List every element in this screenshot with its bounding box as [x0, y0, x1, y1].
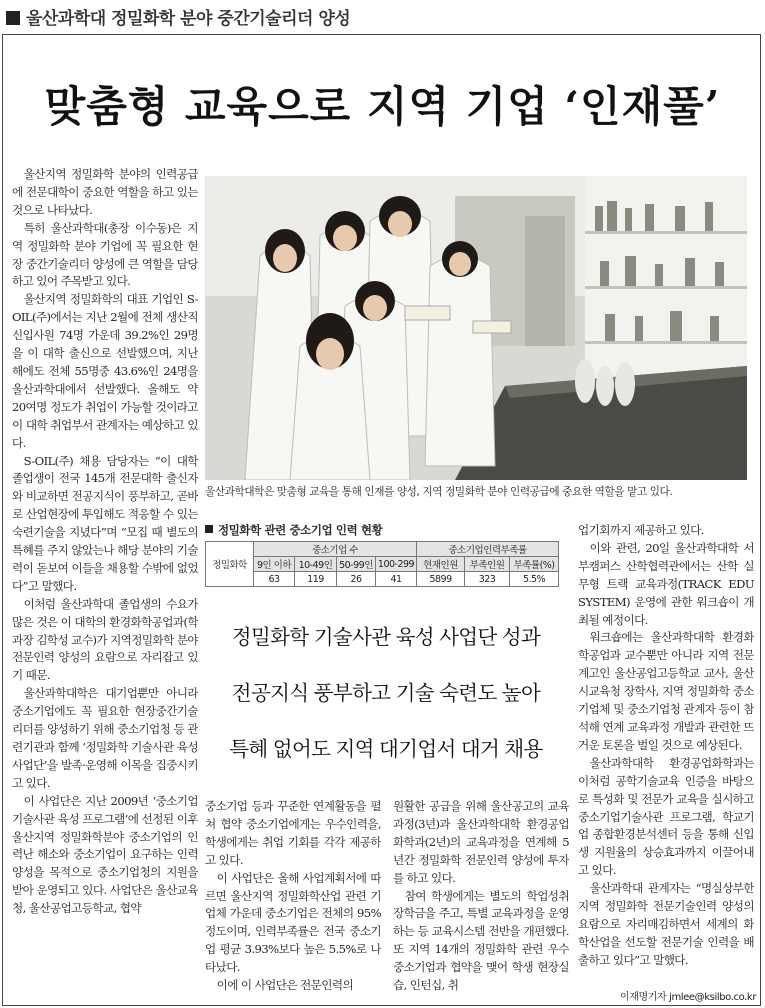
paragraph: 울산과학대학 환경공업화학과는 이처럼 공학기술교육 인증을 바탕으로 특성화 및 전문가 교육을 실시하고 중소기업기술사관 프로그램, 학교기업 종합환경분석센터 등을 통해 신입생 지원율의 상승효과까지 이끌어내고 있다.: [578, 755, 754, 878]
square-bullet-icon: [6, 11, 20, 25]
paragraph: 이처럼 울산과학대 졸업생의 수요가 많은 것은 이 대학의 환경화학공업과(학과장 김학성 교수)가 지역정밀화학 분야 전문인력 양성의 요람으로 자리잡고 있기 때문.: [12, 596, 198, 683]
paragraph: 워크숍에는 울산과학대학 환경화학공업과 교수뿐만 아니라 지역 전문계고인 울산공업고등학교 교사, 울산시교육청 장학사, 지역 정밀화학 중소기업체 및 중소기업청 관계자 등이 참석해 연계 교육과정 개발과 관련한 뜨거운 토론을 벌일 것으로 예상된다.: [578, 630, 754, 752]
paragraph: 울산지역 정밀화학의 대표 기업인 S-OIL(주)에서는 지난 2월에 전체 생산직 신입사원 74명 가운데 39.2%인 29명을 이 대학 출신으로 선발했으며, 지난해에도 전체 55명중 43.6%인 24명을 울산과학대에서 선발했다. 올해도 약 20여명 정도가 취업이 가능할 것이라고 이 대학 취업부서 관계자는 예상하고 있다.: [12, 292, 198, 450]
table-group-header: 중소기업 수: [254, 542, 417, 557]
table-group-header: 중소기업인력부족률: [417, 542, 559, 557]
table-cell: 41: [376, 572, 417, 587]
table-column-header: 부족인원: [465, 557, 510, 572]
subheadline: 전공지식 풍부하고 기술 숙련도 높아: [231, 682, 541, 705]
table-column-header: 9인 이하: [254, 557, 295, 572]
byline: 이재명기자 jmlee@ksilbo.co.kr: [620, 992, 757, 1003]
table-column-header: 부족률(%): [510, 557, 559, 572]
paragraph: 업기회까지 제공하고 있다.: [578, 523, 704, 537]
paragraph: 이 사업단은 지난 2009년 ‘중소기업 기술사관 육성 프로그램’에 선정된 이후 울산지역 정밀화학분야 중소기업의 인력난 해소와 중소기업이 요구하는 인력 양성을 목적으로 중소기업청의 지원을 받아 운영되고 있다. 사업단은 울산교육청, 울산공업고등학교, 협약: [12, 793, 198, 916]
middle-column-a: [205, 798, 381, 1006]
table-row: [206, 557, 559, 572]
table-column-header: 10-49인: [295, 557, 337, 572]
table-cell: 5.5%: [510, 572, 559, 587]
headline: 맞춤형 교육으로 지역 기업 ‘인재풀’: [44, 82, 721, 131]
paragraph: 이 사업단은 올해 사업계획서에 따르면 울산지역 정밀화학산업 관련 기업체 가운데 중소기업은 전체의 95%정도이며, 인력부족률은 전국 중소기업 평균 3.93%보다 높은 5.5%로 나타났다.: [205, 870, 381, 975]
table-column-header: 현재인원: [417, 557, 465, 572]
square-bullet-icon: [205, 525, 213, 533]
paragraph: 이에 이 사업단은 전문인력의: [216, 978, 354, 993]
subheadline: 정밀화학 기술사관 육성 사업단 성과: [231, 626, 541, 649]
right-column: [578, 522, 754, 982]
left-column: [12, 166, 198, 1002]
table-row: [206, 572, 559, 587]
paragraph: S-OIL(주) 채용 담당자는 “이 대학 졸업생이 전국 145개 전문대학 출신자와 비교하면 전공지식이 풍부하고, 곧바로 산업현장에 투입해도 적응할 수 있는 숙련기술을 지녔다”며 “모집 때 별도의 특혜를 주지 않았는나 해당 분야의 기술력이 돋보여 이들을 채용할 수밖에 없었다”고 말했다.: [12, 453, 198, 593]
table-cell: 119: [295, 572, 337, 587]
paragraph: 이와 관련, 20일 울산과학대학 서부캠퍼스 산학협력관에서는 산학 실무형 트랙 교육과정(TRACK EDU SYSTEM) 운영에 관한 워크숍이 개최될 예정이다.: [578, 540, 754, 627]
subheadlines: [205, 610, 567, 778]
paragraph: 중소기업 등과 꾸준한 연계활동을 펼쳐 협약 중소기업에게는 우수인력을, 학생에게는 취업 기회를 각각 제공하고 있다.: [205, 799, 381, 867]
paragraph: 울산과학대 관계자는 “명실상부한 지역 정밀화학 전문기술인력 양성의 요람으로 자리매김하면서 세계의 화학산업을 선도할 전문기술 인력을 배출하고 있다”고 말했다.: [578, 881, 754, 967]
paragraph: 원활한 공급을 위해 울산공고의 교육과정(3년)과 울산과학대학 환경공업화학과(2년)의 교육과정을 연계해 5년간 정밀화학 전문인력 양성에 투자를 하고 있다.: [393, 799, 569, 885]
table-row-label: 정밀화학: [206, 542, 254, 587]
table-title-text: 정밀화학 관련 중소기업 인력 현황: [218, 523, 383, 537]
table-column-header: 50-99인: [337, 557, 376, 572]
table-cell: 323: [465, 572, 510, 587]
lab-photo-illustration: [205, 176, 747, 480]
table-title: [205, 522, 382, 538]
table-row: [206, 542, 559, 557]
table-column-header: 100-299: [376, 557, 417, 572]
stats-table: [205, 541, 559, 587]
paragraph: 특히 울산과학대(총장 이수동)은 지역 정밀화학 분야 기업에 꼭 필요한 현장 중간기술리더 양성에 큰 역할을 담당하고 있어 주목받고 있다.: [12, 220, 198, 289]
paragraph: 울산지역 정밀화학 분야의 인력공급에 전문대학이 중요한 역할을 하고 있는 것으로 나타났다.: [12, 167, 198, 217]
section-header-text: 울산과학대 정밀화학 분야 중간기술리더 양성: [26, 9, 351, 29]
table-cell: 5899: [417, 572, 465, 587]
photo-caption: 울산과학대학은 맞춤형 교육을 통해 인재를 양성, 지역 정밀화학 분야 인력공급에 중요한 역할을 맡고 있다.: [205, 486, 673, 498]
lab-photo: [205, 176, 747, 480]
subheadline: 특혜 없어도 지역 대기업서 대거 채용: [229, 738, 543, 761]
middle-column-b: [393, 798, 569, 1006]
table-cell: 26: [337, 572, 376, 587]
paragraph: 참여 학생에게는 별도의 학업성취 장학금을 주고, 특별 교육과정을 운영하는 등 교육시스템 전반을 개편했다. 또 지역 14개의 정밀화학 관련 우수 중소기업과 협약을 맺어 학생 현장실습, 인턴십, 취: [393, 888, 569, 993]
section-header: [6, 4, 350, 29]
table-cell: 63: [254, 572, 295, 587]
paragraph: 울산과학대학은 대기업뿐만 아니라 중소기업에도 꼭 필요한 현장중간기술리더를 양성하기 위해 중소기업청 등 관련기관과 함께 ‘정밀화학 기술사관 육성 사업단’을 발족·운영해 이목을 집중시키고 있다.: [12, 686, 198, 790]
